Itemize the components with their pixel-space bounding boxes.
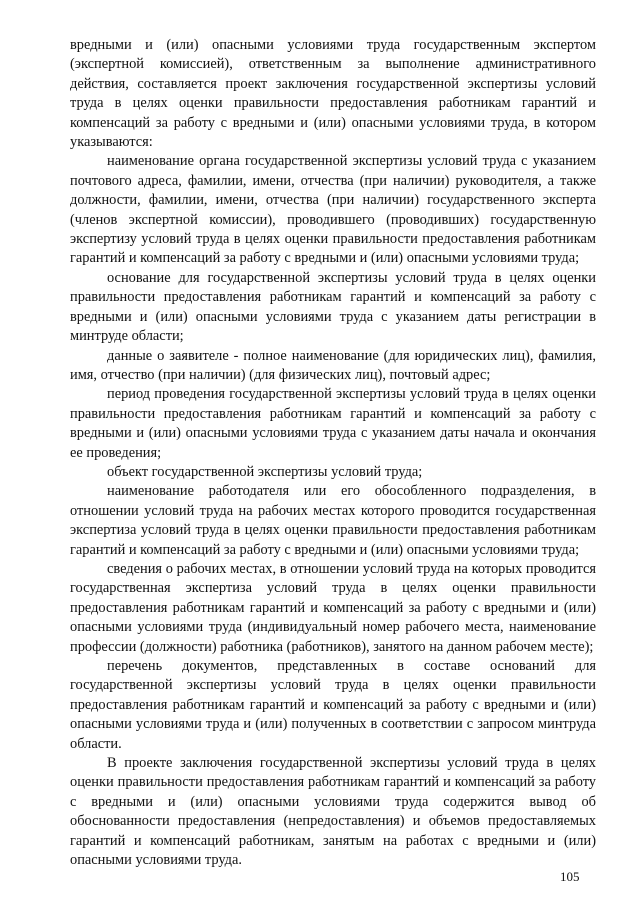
paragraph-basis: основание для государственной экспертизы условий труда в целях оценки правильности предоставления работникам гарантий и компенсаций за работу с вредными и (или) опасными условиями труда с указанием даты регистрации в минтруде области; (70, 269, 596, 345)
paragraph-conclusion: В проекте заключения государственной экспертизы условий труда в целях оценки правильности предоставления работникам гарантий и компенсаций за работу с вредными и (или) опасными условиями труда содержится вывод об обоснованности предоставления (непредоставления) и объемов предоставляемых гарантий и компенсаций работникам, занятым на работах с вредными и (или) опасными условиями труда. (70, 755, 596, 869)
paragraph-documents: перечень документов, представленных в составе оснований для государственной экспертизы условий труда в целях оценки правильности предоставления работникам гарантий и компенсаций за работу с вредными и (или) опасными условиями труда и (или) полученных в соответствии с запросом минтруда области. (70, 658, 596, 752)
paragraph-object: объект государственной экспертизы условий труда; (107, 463, 423, 480)
document-body (70, 36, 596, 870)
paragraph-applicant: данные о заявителе - полное наименование (для юридических лиц), фамилия, имя, отчество (при наличии) (для физических лиц), почтовый адрес; (70, 347, 596, 383)
paragraph-authority-name: наименование органа государственной экспертизы условий труда с указанием почтового адреса, фамилии, имени, отчества (при наличии) руководителя, а также должности, фамилии, имени, отчества (при наличии) государственного эксперта (членов экспертной комиссии), проводившего (проводивших) государственную экспертизу условий труда в целях оценки правильности предоставления работникам гарантий и компенсаций за работу с вредными и (или) опасными условиями труда; (70, 153, 596, 267)
paragraph-continuation: вредными и (или) опасными условиями труда государственным экспертом (экспертной комиссией), ответственным за выполнение административного действия, составляется проект заключения государственной экспертизы условий труда в целях оценки правильности предоставления работникам гарантий и компенсаций за работу с вредными и (или) опасными условиями труда, в котором указываются: (70, 37, 596, 151)
paragraph-workplaces: сведения о рабочих местах, в отношении условий труда на которых проводится государственная экспертиза условий труда в целях оценки правильности предоставления работникам гарантий и компенсаций за работу с вредными и (или) опасными условиями труда (индивидуальный номер рабочего места, наименование профессии (должности) работника (работников), занятого на данном рабочем месте); (70, 560, 596, 655)
paragraph-employer: наименование работодателя или его обособленного подразделения, в отношении условий труда на рабочих местах которого проводится государственная экспертиза условий труда в целях оценки правильности предоставления работникам гарантий и компенсаций за работу с вредными и (или) опасными условиями труда; (70, 483, 596, 558)
page-number: 105 (560, 869, 580, 884)
paragraph-period: период проведения государственной экспертизы условий труда в целях оценки правильности предоставления работникам гарантий и компенсаций за работу с вредными и (или) опасными условиями труда с указанием даты начала и окончания ее проведения; (70, 386, 596, 461)
